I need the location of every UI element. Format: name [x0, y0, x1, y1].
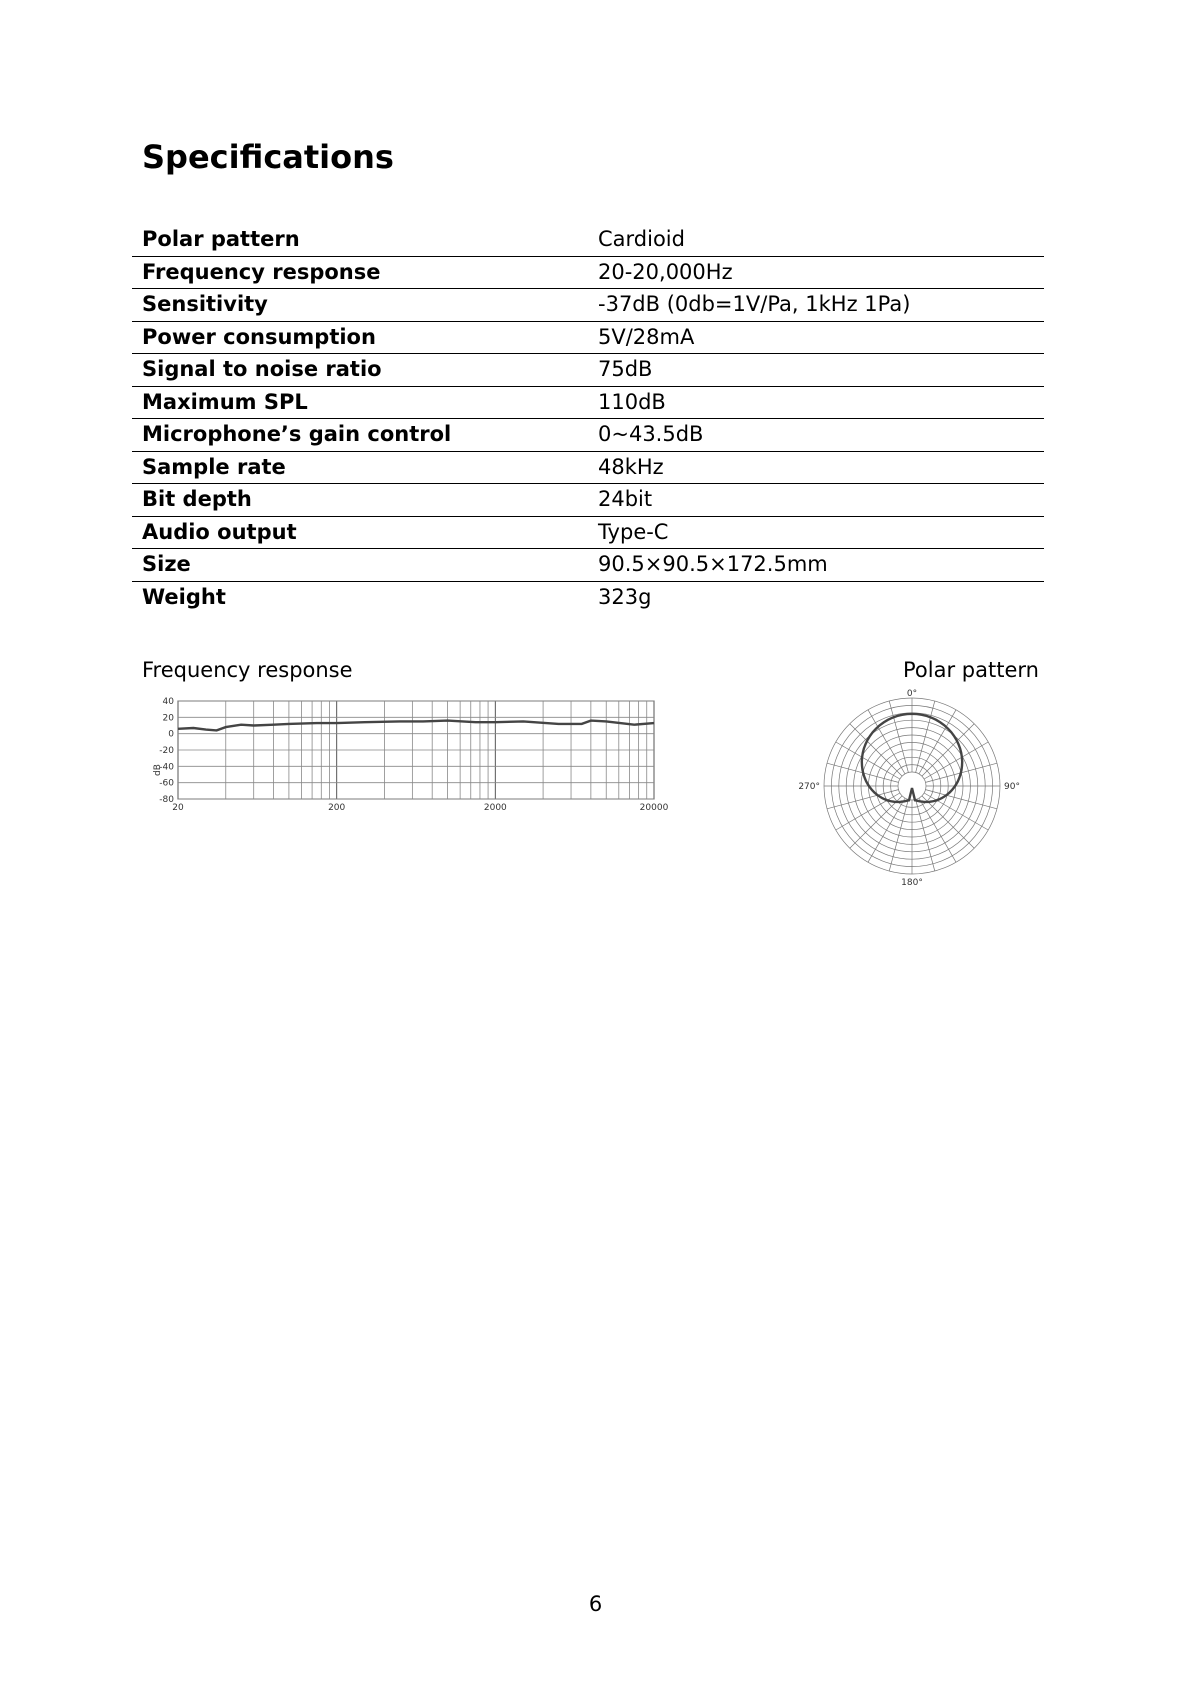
- spec-label: Microphone’s gain control: [132, 419, 588, 452]
- polar-spoke: [916, 800, 935, 871]
- spec-row: [132, 256, 1044, 289]
- angle-label: 90°: [1004, 782, 1020, 792]
- polar-spoke: [889, 701, 908, 772]
- polar-spoke: [850, 796, 902, 848]
- x-tick-label: 200: [328, 803, 346, 813]
- spec-label: Sensitivity: [132, 289, 588, 322]
- spec-label: Weight: [142, 584, 226, 609]
- spec-value: 75dB: [588, 354, 1044, 387]
- spec-value: 24bit: [588, 484, 1044, 517]
- y-tick-label: 40: [162, 697, 174, 707]
- spec-row: [132, 321, 1044, 354]
- spec-value: 48kHz: [588, 451, 1044, 484]
- polar-spoke: [850, 724, 902, 776]
- spec-value: 323g: [598, 584, 652, 609]
- angle-label: 0°: [906, 689, 918, 699]
- frequency-response-line: [178, 721, 654, 731]
- polar-grid: [824, 698, 1000, 874]
- spec-row: [132, 419, 1044, 452]
- page-number: 6: [588, 1592, 603, 1616]
- spec-label: Polar pattern: [132, 224, 588, 256]
- y-tick-labels: [159, 697, 174, 805]
- frequency-response-chart: [148, 692, 678, 837]
- y-tick-label: -60: [159, 778, 174, 789]
- polar-spoke: [922, 724, 974, 776]
- spec-value: -37dB (0db=1V/Pa, 1kHz 1Pa): [588, 289, 1044, 322]
- spec-row: [132, 516, 1044, 549]
- spec-value: 20-20,000Hz: [588, 256, 1044, 289]
- spec-label: Power consumption: [132, 321, 588, 354]
- spec-value: 90.5×90.5×172.5mm: [588, 549, 1044, 582]
- x-tick-labels: [172, 803, 668, 813]
- spec-label: Signal to noise ratio: [132, 354, 588, 387]
- y-tick-label: -20: [159, 746, 174, 756]
- y-axis-label: dB: [153, 764, 163, 776]
- y-tick-label: -40: [159, 762, 174, 773]
- spec-row: [132, 549, 1044, 582]
- spec-row: [132, 386, 1044, 419]
- spec-label: Maximum SPL: [132, 386, 588, 419]
- spec-row: [132, 451, 1044, 484]
- spec-value: Type-C: [588, 516, 1044, 549]
- polar-pattern-title: Polar pattern: [903, 658, 1039, 682]
- frequency-response-title: Frequency response: [142, 658, 353, 682]
- y-tick-label: -80: [159, 795, 174, 805]
- spec-label: Audio output: [132, 516, 588, 549]
- spec-label: Size: [132, 549, 588, 582]
- frequency-grid: [178, 701, 654, 799]
- spec-row: [132, 289, 1044, 322]
- spec-label: Bit depth: [132, 484, 588, 517]
- polar-ring: [898, 772, 926, 800]
- polar-spoke: [916, 701, 935, 772]
- x-tick-label: 20: [172, 803, 184, 813]
- page-title: Specifications: [142, 138, 394, 176]
- angle-label: 270°: [798, 782, 820, 792]
- polar-spoke: [922, 796, 974, 848]
- spec-label: Frequency response: [132, 256, 588, 289]
- polar-spoke: [889, 800, 908, 871]
- spec-row: [132, 581, 1044, 613]
- spec-label: Sample rate: [132, 451, 588, 484]
- angle-label: 180°: [901, 878, 923, 888]
- spec-value: 0~43.5dB: [588, 419, 1044, 452]
- spec-value: Cardioid: [588, 224, 1044, 256]
- spec-row: [132, 484, 1044, 517]
- x-tick-label: 2000: [483, 803, 507, 813]
- y-tick-label: 0: [168, 729, 174, 740]
- spec-row: [132, 224, 1044, 256]
- x-tick-label: 20000: [639, 803, 669, 813]
- spec-table: [132, 224, 1044, 613]
- polar-pattern-chart: [798, 686, 1028, 890]
- spec-value: 5V/28mA: [588, 321, 1044, 354]
- spec-value: 110dB: [588, 386, 1044, 419]
- y-tick-label: 20: [162, 713, 174, 724]
- spec-row: [132, 354, 1044, 387]
